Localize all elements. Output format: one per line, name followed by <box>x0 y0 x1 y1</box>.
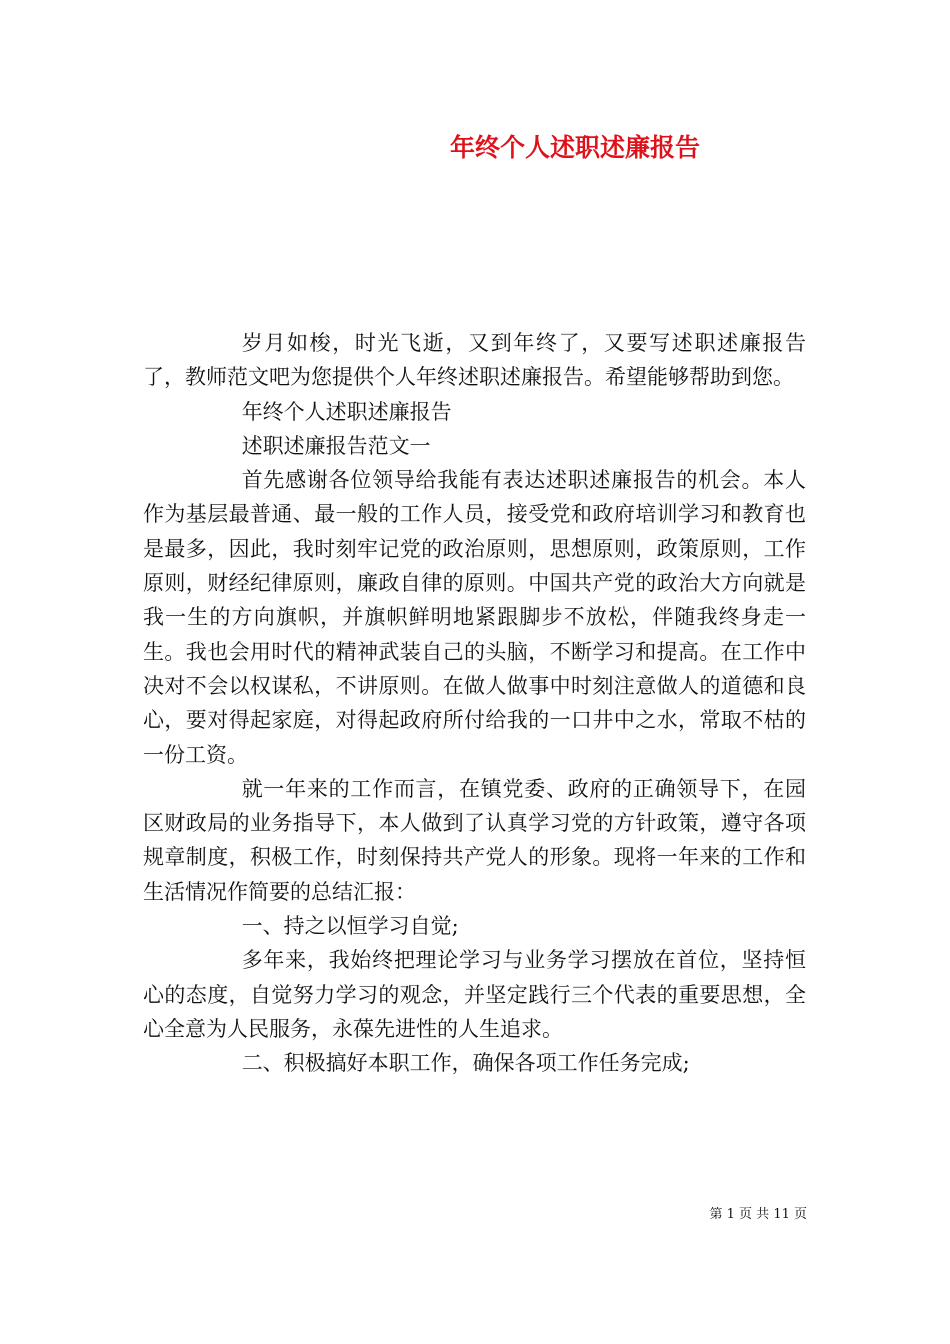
paragraph-year-summary: 就一年来的工作而言，在镇党委、政府的正确领导下，在园区财政局的业务指导下，本人做到了认真学习党的方针政策，遵守各项规章制度，积极工作，时刻保持共产党人的形象。现将一年来的工作和生活情况作简要的总结汇报： <box>143 776 806 904</box>
section-heading-2: 二、积极搞好本职工作，确保各项工作任务完成; <box>241 1051 690 1076</box>
document-title: 年终个人述职述廉报告 <box>449 133 700 162</box>
paragraph-study: 多年来，我始终把理论学习与业务学习摆放在首位，坚持恒心的态度，自觉努力学习的观念，并坚定践行三个代表的重要思想，全心全意为人民服务，永葆先进性的人生追求。 <box>143 948 806 1041</box>
paragraph-sample-heading: 述职述廉报告范文一 <box>241 433 431 458</box>
document-body <box>143 326 806 1081</box>
page-number: 第 1 页 共 11 页 <box>709 1207 807 1222</box>
paragraph-thanks: 首先感谢各位领导给我能有表达述职述廉报告的机会。本人作为基层最普通、最一般的工作人员，接受党和政府培训学习和教育也是最多，因此，我时刻牢记党的政治原则，思想原则，政策原则，工作原则，财经纪律原则，廉政自律的原则。中国共产党的政治大方向就是我一生的方向旗帜，并旗帜鲜明地紧跟脚步不放松，伴随我终身走一生。我也会用时代的精神武装自己的头脑，不断学习和提高。在工作中决对不会以权谋私，不讲原则。在做人做事中时刻注意做人的道德和良心，要对得起家庭，对得起政府所付给我的一口井中之水，常取不枯的一份工资。 <box>143 468 806 767</box>
paragraph-intro: 岁月如梭，时光飞逝，又到年终了，又要写述职述廉报告了，教师范文吧为您提供个人年终述职述廉报告。希望能够帮助到您。 <box>143 331 806 390</box>
section-heading-1: 一、持之以恒学习自觉; <box>241 914 459 939</box>
paragraph-subtitle: 年终个人述职述廉报告 <box>241 399 452 424</box>
